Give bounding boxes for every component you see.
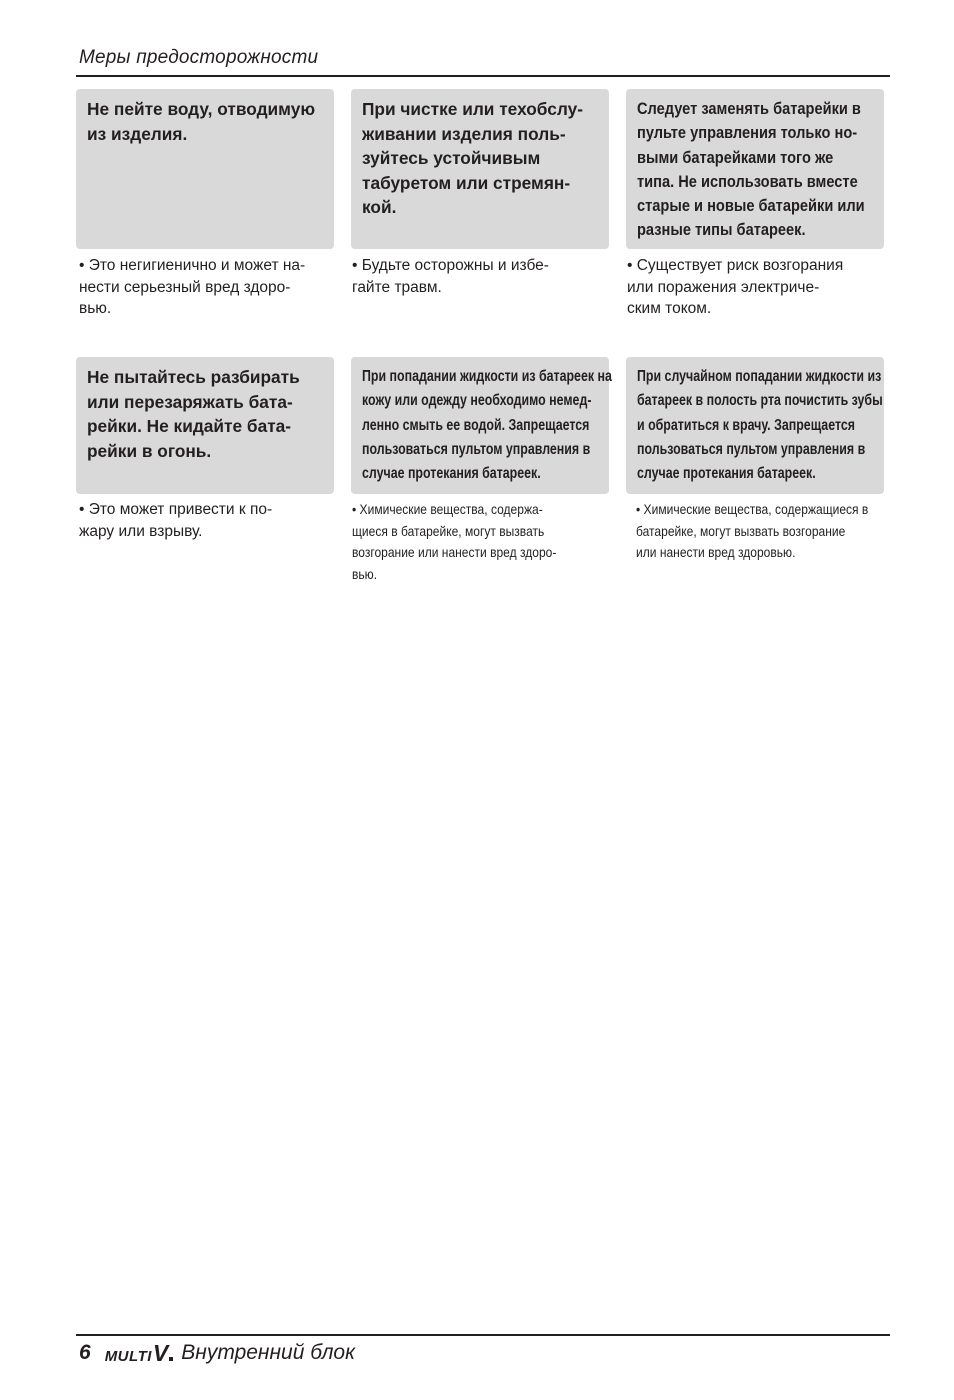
logo-multi-text: MULTI bbox=[104, 1347, 152, 1365]
multi-v-logo bbox=[105, 1340, 174, 1367]
warning-note: • Это негигиенично и может на- нести серьезный вред здоро- вью. bbox=[79, 257, 306, 317]
warning-note: • Существует риск возгорания или поражения электриче- ским током. bbox=[627, 257, 844, 317]
warning-text: При попадании жидкости из батареек на кожу или одежду необходимо немед- ленно смыть ее водой. Запрещается пользоваться пультом управления в случае протекания батареек. bbox=[362, 368, 612, 483]
footer-product-name: Внутренний блок bbox=[181, 1341, 356, 1364]
section-title: Меры предосторожности bbox=[79, 47, 319, 68]
warning-text: Следует заменять батарейки в пульте управления только но- выми батарейками того же типа. Не использовать вместе старые и новые батарейки или разные типы батареек. bbox=[637, 99, 865, 240]
warning-note: • Будьте осторожны и избе- гайте травм. bbox=[352, 257, 549, 296]
warning-text: Не пейте воду, отводимую из изделия. bbox=[87, 99, 316, 144]
page-footer bbox=[79, 1338, 355, 1368]
warning-text: Не пытайтесь разбирать или перезаряжать бата- рейки. Не кидайте бата- рейки в огонь. bbox=[87, 367, 300, 461]
warning-note: • Химические вещества, содержа- щиеся в батарейке, могут вызвать возгорание или нанести вред здоро- вью. bbox=[352, 501, 557, 582]
warning-box-battery-replacement bbox=[626, 89, 884, 249]
warning-note: • Это может привести к по- жару или взрыву. bbox=[79, 501, 273, 540]
header-divider bbox=[76, 75, 890, 77]
warning-note: • Химические вещества, содержащиеся в батарейке, могут вызвать возгорание или нанести вред здоровью. bbox=[636, 501, 869, 560]
warning-text: При случайном попадании жидкости из батареек в полость рта почистить зубы и обратиться к врачу. Запрещается пользоваться пультом управления в случае протекания батареек. bbox=[637, 368, 883, 483]
warning-box-battery-leak-mouth bbox=[626, 357, 884, 494]
warning-box-drinking-water bbox=[76, 89, 334, 249]
footer-divider bbox=[76, 1334, 890, 1336]
warning-text: При чистке или техобслу- живании изделия поль- зуйтесь устойчивым табуретом или стремян- кой. bbox=[362, 99, 583, 217]
logo-v-text: V bbox=[152, 1339, 169, 1366]
warning-box-stable-stool bbox=[351, 89, 609, 249]
logo-dot bbox=[169, 1357, 173, 1361]
warning-box-battery-disassembly bbox=[76, 357, 334, 494]
page-number: 6 bbox=[79, 1341, 91, 1364]
warning-box-battery-leak-skin bbox=[351, 357, 612, 494]
